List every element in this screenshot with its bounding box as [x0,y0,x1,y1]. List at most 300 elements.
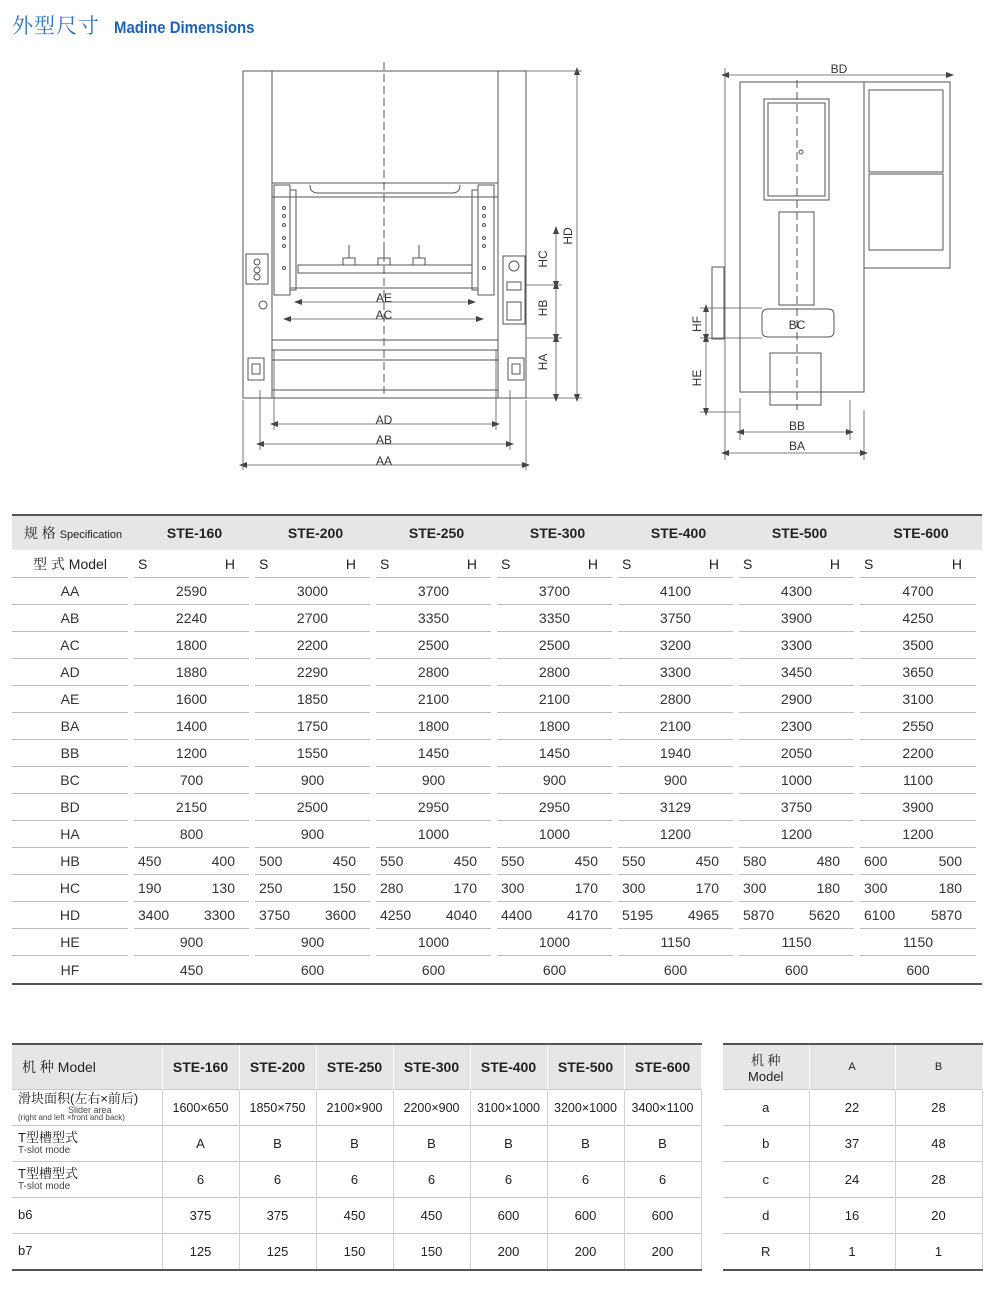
table-row [12,1234,701,1271]
row-label: HD [12,902,134,929]
sh-subheader [134,550,255,578]
table-cell [860,794,982,821]
value: 4100 [618,578,733,605]
table-cell [860,956,982,984]
dim-label-ae: AE [375,291,393,305]
value: 2200 [860,740,976,767]
table-cell: 6 [239,1162,316,1198]
table-cell [376,578,497,605]
table-cell [739,659,860,686]
value: 900 [497,767,612,794]
table-cell [497,821,618,848]
value: 700 [134,767,249,794]
value: 3129 [618,794,733,821]
table-cell: 450 [393,1198,470,1234]
table-cell [376,902,497,929]
model-col-header: STE-300 [497,515,618,550]
value-s: 3400 [138,907,170,923]
dim-label-ab: AB [375,433,393,447]
table-row [12,1126,701,1162]
table-cell [860,686,982,713]
table-cell: 3400×1100 [624,1090,701,1126]
value: 600 [300,961,325,978]
table-row [723,1162,982,1198]
table-cell [618,767,739,794]
value: 600 [784,961,809,978]
value: 3750 [618,605,733,632]
table-cell: B [393,1126,470,1162]
row-label: AB [12,605,134,632]
value: 1200 [134,740,249,767]
table-cell: 20 [895,1198,982,1234]
sub-s: S [380,555,390,572]
title-en: Madine Dimensions [114,18,255,37]
value-h: 3300 [203,907,235,923]
sub-s: S [743,555,753,572]
table-cell [739,632,860,659]
table-row [12,902,982,929]
table-cell [618,578,739,605]
table-row [12,713,982,740]
row-label: HC [12,875,134,902]
value: 900 [255,929,370,956]
value-h: 180 [938,880,962,896]
sub-h: H [587,555,598,572]
value: 600 [906,961,930,978]
sub-h: H [224,555,235,572]
value: 2100 [376,686,491,713]
value: 3350 [497,605,612,632]
value: 3650 [860,659,976,686]
value-s: 550 [380,853,404,869]
value-h: 450 [695,853,719,869]
value: 3300 [618,659,733,686]
table-cell [134,578,255,605]
value: 1000 [376,929,491,956]
row-label: HB [12,848,134,875]
table-cell: 3200×1000 [547,1090,624,1126]
value-h: 4040 [445,907,477,923]
value: 4700 [860,578,976,605]
value: 2950 [376,794,491,821]
table-cell [739,767,860,794]
value-s: 280 [380,880,404,896]
row-label: c [723,1162,809,1198]
dim-label-hd: HD [561,227,575,245]
value-s: 500 [259,853,283,869]
row-label: AC [12,632,134,659]
value: 900 [618,767,733,794]
value-h: 450 [332,853,356,869]
value: 2500 [376,632,491,659]
table-cell [497,956,618,984]
sub-h: H [951,555,962,572]
table-cell [255,686,376,713]
table-cell [860,929,982,956]
table-cell [376,848,497,875]
value-s: 6100 [864,907,896,923]
table-cell [376,767,497,794]
model-col-header: STE-500 [547,1044,624,1090]
value: 1750 [255,713,370,740]
value-h: 400 [211,853,235,869]
value: 800 [134,821,249,848]
table-cell [376,632,497,659]
table-row [12,1162,701,1198]
dim-label-bb: BB [788,419,806,433]
dim-label-he: HE [690,369,704,387]
table-cell [376,713,497,740]
value-h: 4965 [687,907,719,923]
spec-label: 规 格 Specification [12,515,134,550]
table-cell: B [547,1126,624,1162]
value: 1150 [739,929,854,956]
table-cell [376,686,497,713]
table-cell [618,713,739,740]
table-cell [255,659,376,686]
model-col-header: STE-200 [255,515,376,550]
table-cell [376,605,497,632]
value-h: 3600 [324,907,356,923]
sub-s: S [501,555,511,572]
type-header-row [12,550,982,578]
value-h: 5870 [930,907,962,923]
value: 1880 [134,659,249,686]
value-h: 450 [574,853,598,869]
value: 3900 [860,794,976,821]
value-s: 300 [864,880,888,896]
table-cell: 125 [162,1234,239,1271]
sub-s: S [864,555,874,572]
table-cell [255,767,376,794]
table-cell [255,578,376,605]
value: 1600 [134,686,249,713]
sh-subheader [618,550,739,578]
value: 2800 [618,686,733,713]
value: 1100 [860,767,976,794]
value: 2550 [860,713,976,740]
value: 1550 [255,740,370,767]
table-cell [860,767,982,794]
value: 1940 [618,740,733,767]
value: 1800 [497,713,612,740]
model-col-header: STE-250 [376,515,497,550]
table-cell: 28 [895,1162,982,1198]
model-col-header: STE-600 [860,515,982,550]
row-label: d [723,1198,809,1234]
value: 900 [134,929,249,956]
value-s: 550 [501,853,525,869]
value-s: 450 [138,853,162,869]
table-cell [134,605,255,632]
table-cell [739,929,860,956]
table-cell [134,767,255,794]
model-type-label: 型 式 Model [12,550,134,578]
row-label: b6 [12,1198,162,1234]
sh-subheader [739,550,860,578]
table-cell [134,713,255,740]
table-cell [860,632,982,659]
table-cell [497,740,618,767]
table-cell: 3100×1000 [470,1090,547,1126]
table-cell [255,632,376,659]
value: 2700 [255,605,370,632]
value: 1150 [860,929,976,956]
table-cell: 150 [393,1234,470,1271]
model-col-header: STE-600 [624,1044,701,1090]
table-cell [134,794,255,821]
value: 3100 [860,686,976,713]
table-cell [497,902,618,929]
table-cell [376,929,497,956]
table-cell [255,605,376,632]
model-col-header: STE-160 [134,515,255,550]
table-cell [618,929,739,956]
row-label: HA [12,821,134,848]
table-row [12,632,982,659]
table-row [12,659,982,686]
table-cell: 375 [162,1198,239,1234]
value: 3700 [376,578,491,605]
table-cell [860,875,982,902]
dim-label-ad: AD [375,413,393,427]
table-row [12,929,982,956]
dim-label-bd: BD [830,62,848,76]
table-cell [618,848,739,875]
value-h: 500 [938,853,962,869]
sh-subheader [376,550,497,578]
table-cell [618,821,739,848]
table-cell: 6 [162,1162,239,1198]
value-s: 3750 [259,907,291,923]
value: 900 [255,767,370,794]
dim-label-hc: HC [536,250,550,268]
value-h: 170 [453,880,477,896]
sub-s: S [259,555,269,572]
slider-table [12,1043,702,1271]
value: 1000 [497,929,612,956]
table-cell [376,875,497,902]
tslot-table [723,1043,983,1271]
table-cell [618,605,739,632]
dim-label-aa: AA [375,454,393,468]
table-cell [134,902,255,929]
value: 900 [255,821,370,848]
value: 2240 [134,605,249,632]
row-label: 滑块面积(左右×前后) Slider area (right and left ×front and back) [12,1090,162,1126]
table-cell [618,875,739,902]
table-cell [134,956,255,984]
value: 1200 [860,821,976,848]
dim-label-ba: BA [788,439,806,453]
model-col-header: STE-400 [618,515,739,550]
value: 2500 [497,632,612,659]
table-row [723,1198,982,1234]
table-cell [739,578,860,605]
tslot-col-header: B [895,1044,982,1090]
table-cell: 450 [316,1198,393,1234]
table-cell [739,605,860,632]
value: 1450 [497,740,612,767]
value-h: 4170 [566,907,598,923]
table-cell [255,902,376,929]
table-cell: 22 [809,1090,895,1126]
value: 1000 [497,821,612,848]
table-cell: 6 [624,1162,701,1198]
table-cell: 200 [624,1234,701,1271]
table-row [12,1198,701,1234]
value: 1800 [134,632,249,659]
table-cell [376,659,497,686]
row-label: BA [12,713,134,740]
table-cell: B [470,1126,547,1162]
value: 4300 [739,578,854,605]
table-cell [497,794,618,821]
table-cell [255,875,376,902]
value-s: 300 [501,880,525,896]
table-cell [497,578,618,605]
table-cell [497,632,618,659]
table-cell [255,929,376,956]
table-cell: 1 [895,1234,982,1271]
value: 3350 [376,605,491,632]
table-cell [497,605,618,632]
table-cell [739,956,860,984]
value: 3300 [739,632,854,659]
table-cell [739,740,860,767]
model-col-header: STE-250 [316,1044,393,1090]
value: 1150 [618,929,733,956]
table-cell [739,902,860,929]
table-cell [497,686,618,713]
value-s: 550 [622,853,646,869]
value-s: 190 [138,880,162,896]
table-cell [497,875,618,902]
table-cell [739,848,860,875]
row-label: BC [12,767,134,794]
value-h: 5620 [808,907,840,923]
table-row [12,956,982,984]
table-row [12,578,982,605]
value: 2100 [497,686,612,713]
tslot-col-header: A [809,1044,895,1090]
sh-subheader [497,550,618,578]
table-row [12,740,982,767]
row-label: b [723,1126,809,1162]
table-cell: 1 [809,1234,895,1271]
value: 1200 [739,821,854,848]
value-s: 250 [259,880,283,896]
value: 1400 [134,713,249,740]
value: 2800 [376,659,491,686]
table-cell: 16 [809,1198,895,1234]
table-cell [618,740,739,767]
value: 3500 [860,632,976,659]
model-col-header: STE-500 [739,515,860,550]
value: 2300 [739,713,854,740]
table-cell [134,929,255,956]
side-dim-labels [690,62,848,453]
table-cell [739,875,860,902]
dim-label-hb: HB [536,299,550,317]
value-s: 5870 [743,907,775,923]
table-cell: A [162,1126,239,1162]
table-row [12,767,982,794]
value: 2900 [739,686,854,713]
value-h: 480 [816,853,840,869]
value-h: 450 [453,853,477,869]
table-cell: 1850×750 [239,1090,316,1126]
table-cell [860,605,982,632]
table-cell [255,794,376,821]
value: 3700 [497,578,612,605]
dim-label-bc: BC [788,318,806,332]
value-s: 4250 [380,907,412,923]
table-cell [497,767,618,794]
value-h: 170 [695,880,719,896]
sub-h: H [829,555,840,572]
table-cell [618,632,739,659]
sub-s: S [622,555,632,572]
value: 3750 [739,794,854,821]
sh-subheader [255,550,376,578]
table-cell: 125 [239,1234,316,1271]
table-cell: 6 [316,1162,393,1198]
value: 2200 [255,632,370,659]
table-cell: 6 [393,1162,470,1198]
table-cell [739,821,860,848]
table-cell [618,902,739,929]
table-cell [739,794,860,821]
table-row [723,1090,982,1126]
table-cell [134,821,255,848]
table-cell [134,686,255,713]
sub-h: H [345,555,356,572]
table-cell [860,659,982,686]
table-cell [739,686,860,713]
row-label: a [723,1090,809,1126]
value: 2290 [255,659,370,686]
value-s: 300 [622,880,646,896]
table-cell: B [239,1126,316,1162]
value-s: 300 [743,880,767,896]
value: 1000 [739,767,854,794]
value-h: 150 [332,880,356,896]
model-col-header: STE-400 [470,1044,547,1090]
table-row [12,605,982,632]
slider-header-label: 机 种 Model [12,1044,162,1090]
table-cell: 2200×900 [393,1090,470,1126]
spec-header-row [12,515,982,550]
row-label: BB [12,740,134,767]
value: 2150 [134,794,249,821]
table-cell: 600 [470,1198,547,1234]
table-cell [376,740,497,767]
table-cell [497,929,618,956]
table-row [12,1090,701,1126]
row-label: HF [12,956,134,984]
value: 1200 [618,821,733,848]
sub-s: S [138,555,148,572]
table-cell [134,848,255,875]
table-cell [497,659,618,686]
value: 3450 [739,659,854,686]
row-label: BD [12,794,134,821]
table-cell [134,632,255,659]
table-row [723,1126,982,1162]
table-cell [860,902,982,929]
model-col-header: STE-160 [162,1044,239,1090]
